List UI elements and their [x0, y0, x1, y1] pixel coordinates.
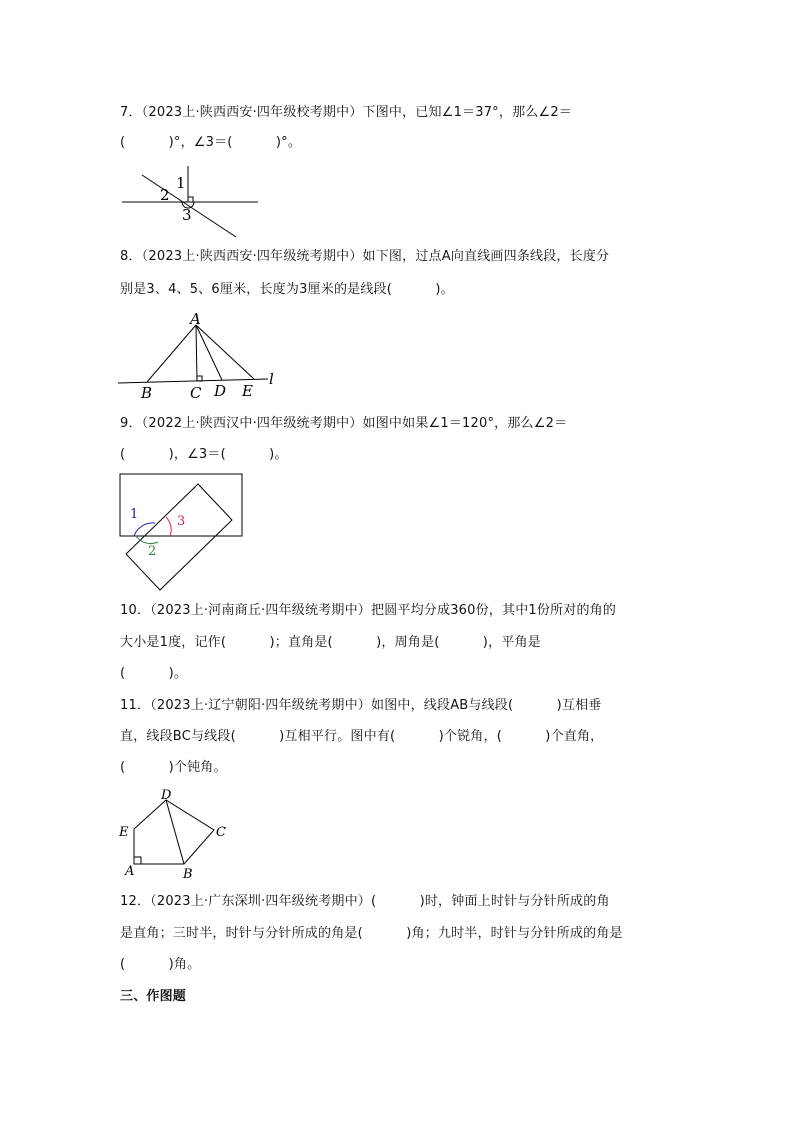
q8-text-line1: 8．（2023上·陕西西安·四年级统考期中）如下图，过点A向直线画四条线段，长度分	[120, 249, 610, 264]
q8-point-b-label: B	[141, 384, 153, 402]
section-heading: 三、作图题	[120, 989, 187, 1004]
q10-text-line2: 大小是1度，记作( )；直角是( )，周角是( )，平角是	[120, 635, 541, 650]
q8-point-d-label: D	[214, 382, 227, 400]
q7-angle1-label: 1	[176, 174, 186, 192]
q11-point-c-label: C	[216, 825, 226, 840]
q8-text-line2: 别是3、4、5、6厘米，长度为3厘米的是线段( )。	[120, 282, 454, 297]
q8-line-l-label: l	[269, 370, 274, 388]
q9-angle3-label: 3	[177, 514, 186, 529]
q7-angle2-label: 2	[160, 186, 170, 204]
q9-figure	[118, 472, 248, 594]
q12-text-line1: 12．（2023上·广东深圳·四年级统考期中）( )时，钟面上时针与分针所成的角	[120, 894, 610, 909]
q7-text-line1: 7．（2023上·陕西西安·四年级校考期中）下图中，已知∠1＝37°，那么∠2＝	[120, 105, 573, 120]
q11-text-line3: ( )个钝角。	[120, 760, 227, 775]
q7-angle3-label: 3	[182, 206, 192, 224]
q8-figure	[118, 308, 288, 400]
q11-point-a-label: A	[125, 864, 135, 879]
q11-point-b-label: B	[183, 867, 193, 882]
q8-point-c-label: C	[190, 384, 202, 402]
q12-text-line2: 是直角；三时半，时针与分针所成的角是( )角；九时半，时针与分针所成的角是	[120, 926, 623, 941]
q9-angle2-label: 2	[148, 544, 157, 559]
q10-text-line3: ( )。	[120, 666, 188, 681]
q11-point-d-label: D	[161, 788, 172, 803]
q9-text-line2: ( )，∠3＝( )。	[120, 447, 288, 462]
q7-text-line2: ( )°，∠3＝( )°。	[120, 135, 302, 150]
q11-figure	[116, 784, 236, 882]
q9-text-line1: 9．（2022上·陕西汉中·四年级统考期中）如图中如果∠1＝120°，那么∠2＝	[120, 416, 568, 431]
q8-point-e-label: E	[242, 382, 253, 400]
q9-angle1-label: 1	[130, 507, 139, 522]
q12-text-line3: ( )角。	[120, 957, 201, 972]
q11-point-e-label: E	[119, 825, 129, 840]
q8-point-a-label: A	[190, 310, 201, 328]
q10-text-line1: 10．（2023上·河南商丘·四年级统考期中）把圆平均分成360份，其中1份所对的角的	[120, 603, 617, 618]
q7-figure	[118, 160, 268, 242]
q11-text-line1: 11．（2023上·辽宁朝阳·四年级统考期中）如图中，线段AB与线段( )互相垂	[120, 698, 602, 713]
q11-text-line2: 直，线段BC与线段( )互相平行。图中有( )个锐角，( )个直角，	[120, 729, 604, 744]
